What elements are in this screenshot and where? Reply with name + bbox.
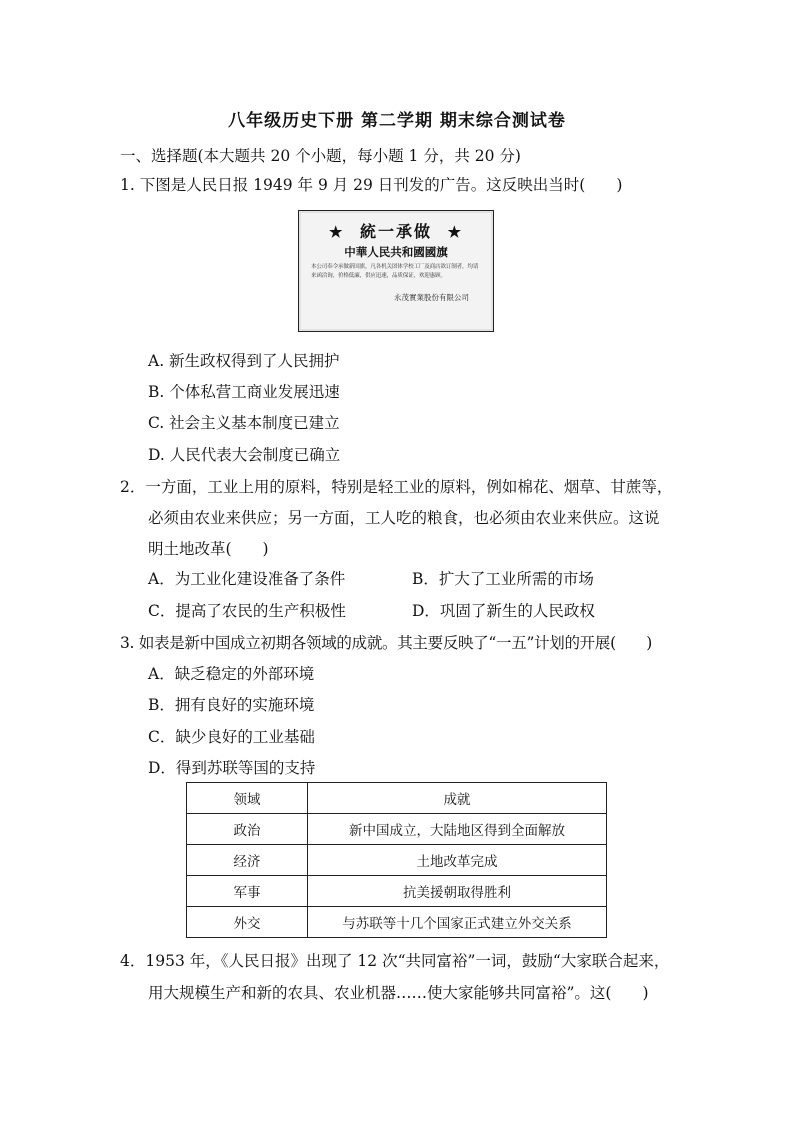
table-row [187,814,607,845]
table-cell-field: 政治 [187,814,308,845]
question-4-stem-line-2: 用大规模生产和新的农具、农业机器……使大家能够共同富裕”。这( ) [148,984,649,1002]
table-header-row [187,783,607,814]
table-cell-achievement: 土地改革完成 [308,845,607,876]
ad-body-text: 本公司奉令承做新国旗，凡各机关团体学校工厂及商店欲订制者，均请来函洽询，价格低廉，供应迅速，品质保证，欢迎惠顾。 [311,264,479,279]
table-cell-field: 外交 [187,907,308,938]
page-title: 八年级历史下册 第二学期 期末综合测试卷 [228,111,566,131]
ad-headline-row [299,219,493,242]
q3-option-d: D．得到苏联等国的支持 [148,759,316,777]
table-row [187,876,607,907]
question-3-stem: 3. 如表是新中国成立初期各领域的成就。其主要反映了“一五”计划的开展( ) [120,634,652,652]
table-cell-field: 军事 [187,876,308,907]
table-cell-achievement: 与苏联等十几个国家正式建立外交关系 [308,907,607,938]
section-heading: 一、选择题(本大题共 20 个小题，每小题 1 分，共 20 分) [120,147,521,165]
q1-option-d: D. 人民代表大会制度已确立 [148,446,341,464]
star-icon: ★ [447,223,464,241]
table-cell-achievement: 新中国成立，大陆地区得到全面解放 [308,814,607,845]
q1-option-c: C. 社会主义基本制度已建立 [148,414,340,432]
question-2-stem-line-3: 明土地改革( ) [148,540,269,558]
question-4-stem-line-1: 4．1953 年，《人民日报》出现了 12 次“共同富裕”一词，鼓励“大家联合起来， [120,952,670,970]
q2-option-a: A．为工业化建设准备了条件 [148,570,346,588]
table-cell-field: 经济 [187,845,308,876]
question-2-stem-line-2: 必须由农业来供应；另一方面，工人吃的粮食，也必须由农业来供应。这说 [148,509,660,527]
q3-option-c: C．缺少良好的工业基础 [148,728,315,746]
ad-headline: 統一承做 [359,222,432,241]
table-row [187,845,607,876]
ad-company-name: 永茂實業股份有限公司 [394,293,469,302]
q1-option-b: B. 个体私营工商业发展迅速 [148,383,340,401]
q3-option-b: B．拥有良好的实施环境 [148,696,315,714]
question-2-stem-line-1: 2．一方面，工业上用的原料，特别是轻工业的原料，例如棉花、烟草、甘蔗等， [120,478,673,496]
q2-option-b: B．扩大了工业所需的市场 [412,570,594,588]
q3-option-a: A．缺乏稳定的外部环境 [148,665,315,683]
achievements-table [186,782,607,938]
q2-option-d: D．巩固了新生的人民政权 [412,602,595,620]
q1-option-a: A. 新生政权得到了人民拥护 [148,352,340,370]
q2-option-c: C．提高了农民的生产积极性 [148,602,346,620]
newspaper-advertisement [298,210,494,332]
table-header-achievement: 成就 [308,783,607,814]
star-icon: ★ [328,223,345,241]
question-1-stem: 1. 下图是人民日报 1949 年 9 月 29 日刊发的广告。这反映出当时( ) [120,176,623,194]
table-header-field: 领域 [187,783,308,814]
table-cell-achievement: 抗美援朝取得胜利 [308,876,607,907]
table-row [187,907,607,938]
ad-subheadline: 中華人民共和國國旗 [344,245,448,259]
